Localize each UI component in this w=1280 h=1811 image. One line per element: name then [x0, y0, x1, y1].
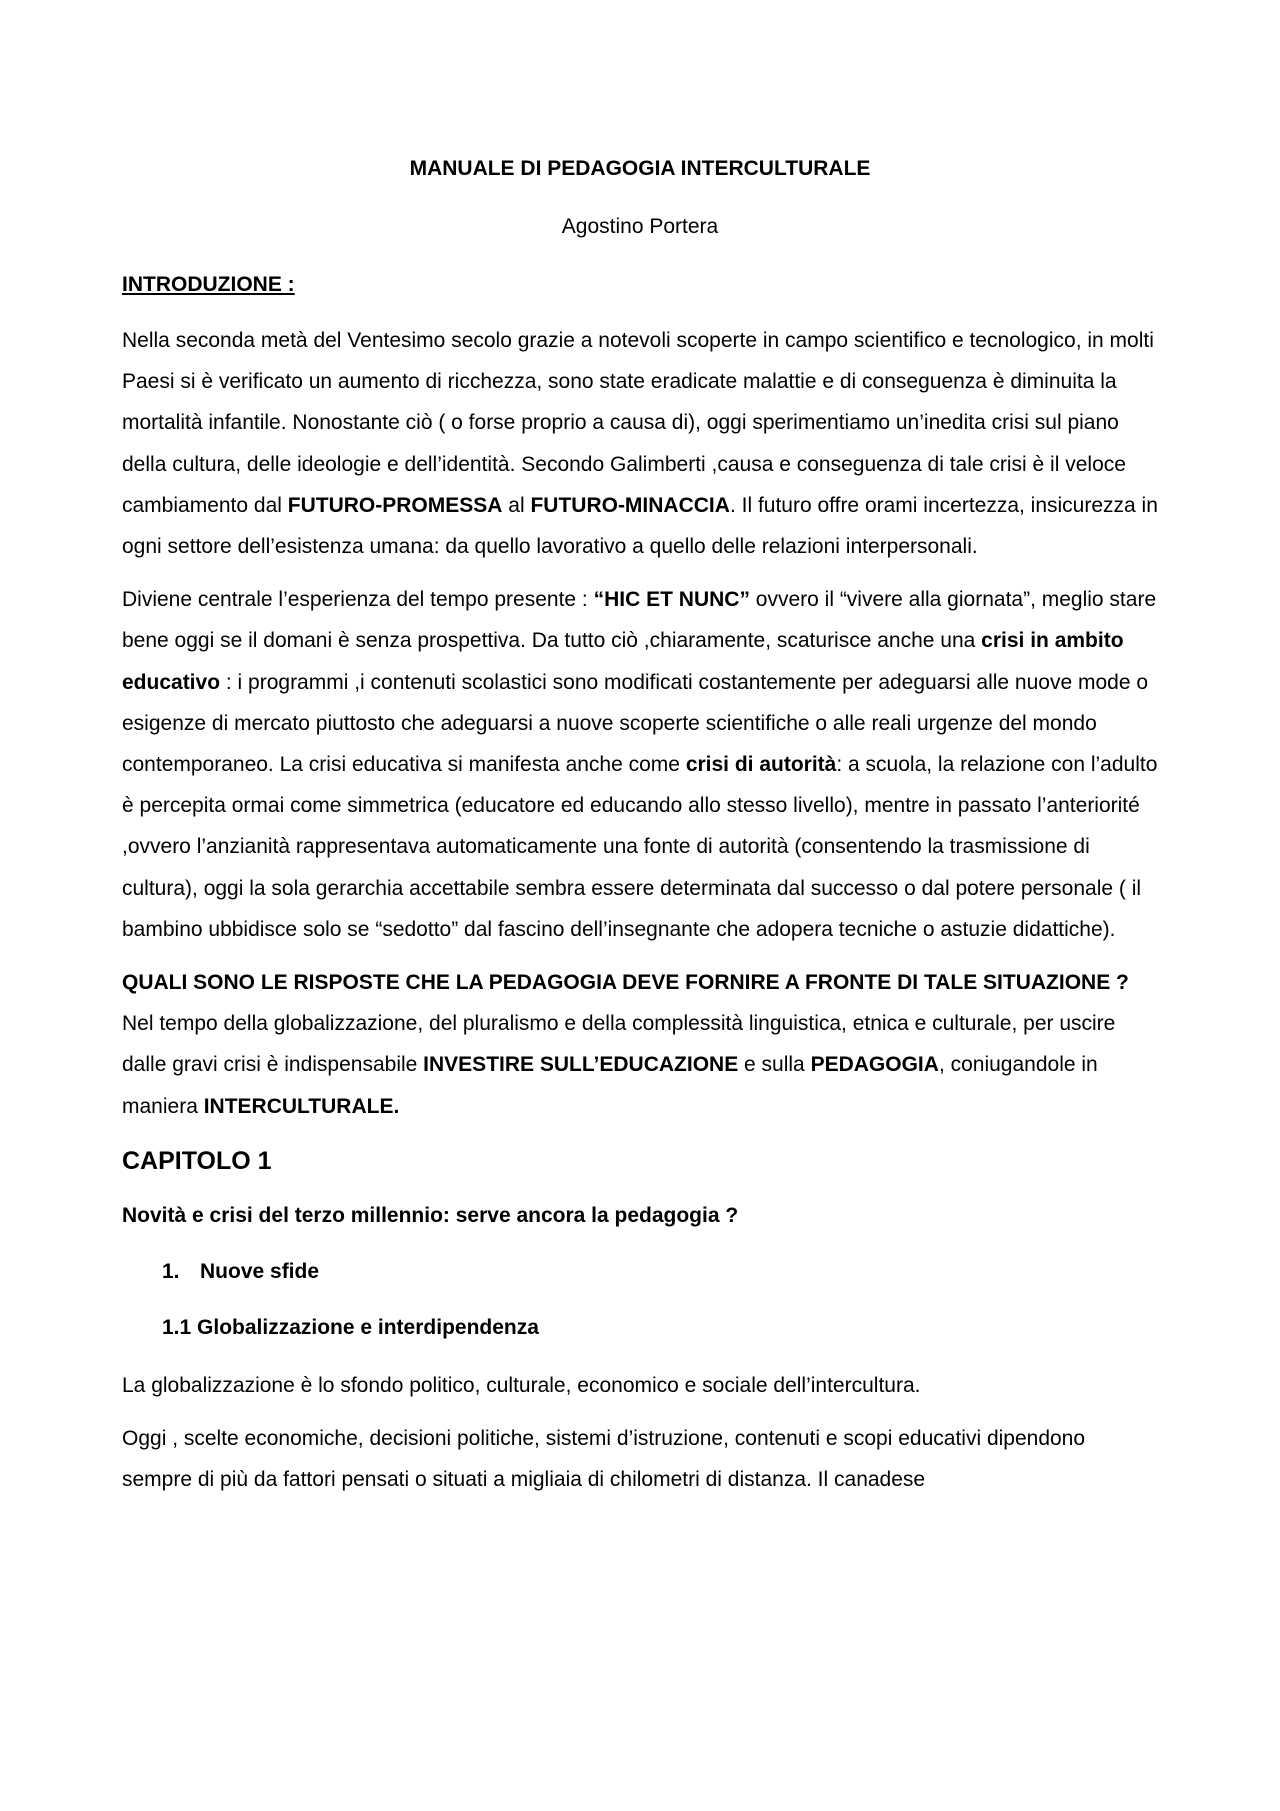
section-number: 1.	[162, 1259, 180, 1283]
chapter-title: CAPITOLO 1	[122, 1146, 272, 1175]
paragraph-3: QUALI SONO LE RISPOSTE CHE LA PEDAGOGIA DEVE FORNIRE A FRONTE DI TALE SITUAZIONE ? Nel tempo della globalizzazione, del pluralismo e della complessità linguistica, etnica e culturale, per uscire dalle gravi crisi è indispensabile INVESTIRE SULL’EDUCAZIONE e sulla PEDAGOGIA, coniugandole in maniera INTERCULTURALE.	[122, 971, 1129, 1118]
chapter-subtitle: Novità e crisi del terzo millennio: serve ancora la pedagogia ?	[122, 1203, 739, 1227]
introduction-heading: INTRODUZIONE :	[122, 273, 295, 296]
section-title: Nuove sfide	[200, 1259, 320, 1283]
paragraph-2: Diviene centrale l’esperienza del tempo presente : “HIC ET NUNC” ovvero il “vivere alla giornata”, meglio stare bene oggi se il domani è senza prospettiva. Da tutto ciò ,chiaramente, scaturisce anche una crisi in ambito educativo : i programmi ,i contenuti scolastici sono modificati costantemente per adeguarsi alle nuove mode o esigenze di mercato piuttosto che adeguarsi a nuove scoperte scientifiche o alle reali urgenze del mondo contemporaneo. La crisi educativa si manifesta anche come crisi di autorità: a scuola, la relazione con l’adulto è percepita ormai come simmetrica (educatore ed educando allo stesso livello), mentre in passato l’anteriorité ,ovvero l’anzianità rappresentava automaticamente una fonte di autorità (consentendo la trasmissione di cultura), oggi la sola gerarchia accettabile sembra essere determinata dal successo o dal potere personale ( il bambino ubbidisce solo se “sedotto” dal fascino dell’insegnante che adopera tecniche o astuzie didattiche).	[122, 588, 1158, 941]
section-heading-1	[162, 1253, 1158, 1291]
paragraph-5: Oggi , scelte economiche, decisioni politiche, sistemi d’istruzione, contenuti e scopi educativi dipendono sempre di più da fattori pensati o situati a migliaia di chilometri di distanza. Il canadese	[122, 1427, 1086, 1492]
paragraph-1: Nella seconda metà del Ventesimo secolo grazie a notevoli scoperte in campo scientifico e tecnologico, in molti Paesi si è verificato un aumento di ricchezza, sono state eradicate malattie e di conseguenza è diminuita la mortalità infantile. Nonostante ciò ( o forse proprio a causa di), oggi sperimentiamo un’inedita crisi sul piano della cultura, delle ideologie e dell’identità. Secondo Galimberti ,causa e conseguenza di tale crisi è il veloce cambiamento dal FUTURO-PROMESSA al FUTURO-MINACCIA. Il futuro offre orami incertezza, insicurezza in ogni settore dell’esistenza umana: da quello lavorativo a quello delle relazioni interpersonali.	[122, 329, 1158, 559]
document-author: Agostino Portera	[561, 215, 719, 238]
document-title: MANUALE DI PEDAGOGIA INTERCULTURALE	[409, 157, 871, 180]
paragraph-4: La globalizzazione è lo sfondo politico, culturale, economico e sociale dell’intercultura.	[122, 1373, 921, 1397]
section-heading-1-1: 1.1 Globalizzazione e interdipendenza	[162, 1315, 539, 1339]
